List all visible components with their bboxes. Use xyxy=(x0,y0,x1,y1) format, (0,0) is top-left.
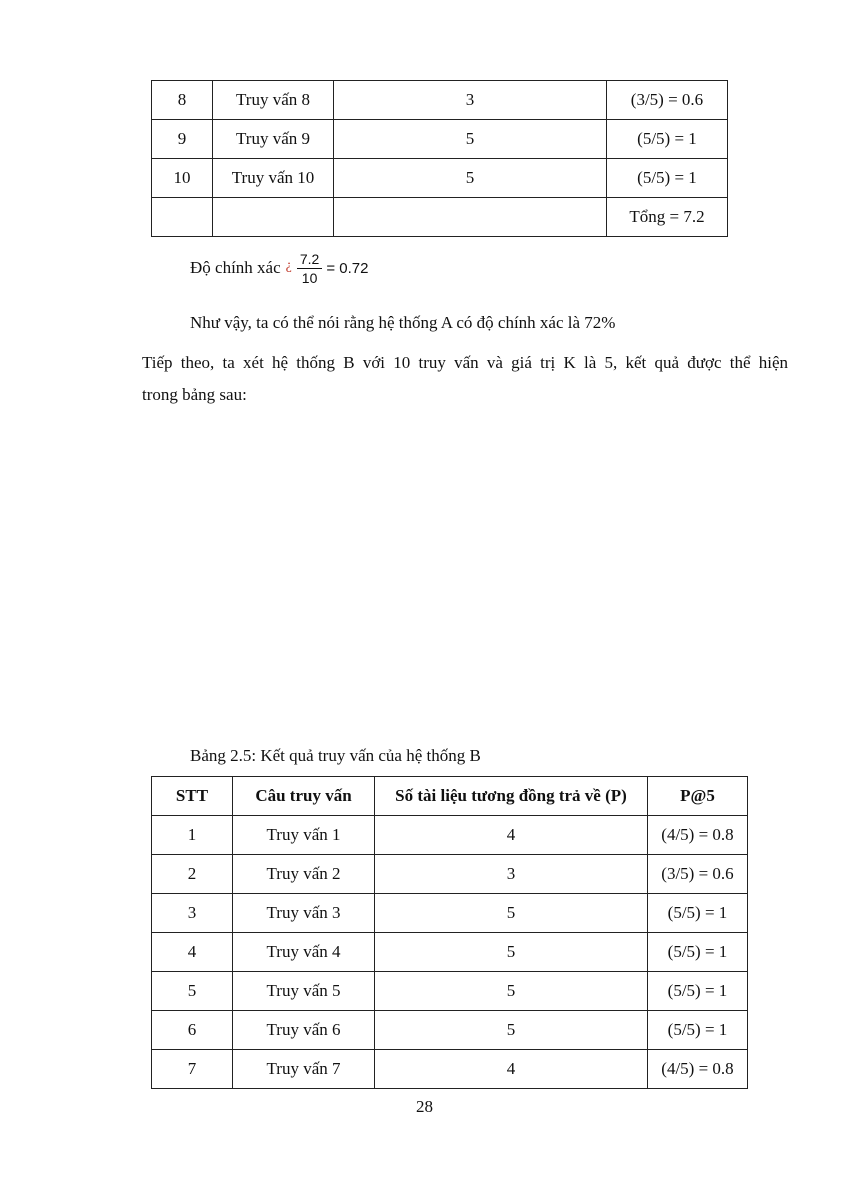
count-cell: 5 xyxy=(375,1011,648,1050)
table-row xyxy=(152,933,748,972)
table-row xyxy=(152,120,728,159)
header-query: Câu truy vấn xyxy=(233,777,375,816)
table-row xyxy=(152,894,748,933)
count-cell: 4 xyxy=(375,816,648,855)
precision-cell: (5/5) = 1 xyxy=(648,1011,748,1050)
stt-cell: 1 xyxy=(152,816,233,855)
query-cell: Truy vấn 4 xyxy=(233,933,375,972)
stt-cell: 10 xyxy=(152,159,213,198)
table-row xyxy=(152,81,728,120)
precision-cell: (3/5) = 0.6 xyxy=(648,855,748,894)
table-row-total xyxy=(152,198,728,237)
header-precision: P@5 xyxy=(648,777,748,816)
count-cell: 3 xyxy=(334,81,607,120)
total-cell: Tổng = 7.2 xyxy=(607,198,728,237)
precision-cell: (3/5) = 0.6 xyxy=(607,81,728,120)
query-cell: Truy vấn 3 xyxy=(233,894,375,933)
stt-cell: 3 xyxy=(152,894,233,933)
precision-cell: (4/5) = 0.8 xyxy=(648,1050,748,1089)
table-row xyxy=(152,159,728,198)
precision-cell: (5/5) = 1 xyxy=(648,894,748,933)
fraction xyxy=(297,251,322,286)
intro-paragraph-line-2: trong bảng sau: xyxy=(142,385,247,404)
table-header-row xyxy=(152,777,748,816)
count-cell: 5 xyxy=(375,972,648,1011)
intro-paragraph-line-1: Tiếp theo, ta xét hệ thống B với 10 truy vấn và giá trị K là 5, kết quả được thể hiện xyxy=(142,353,788,372)
precision-cell: (4/5) = 0.8 xyxy=(648,816,748,855)
precision-cell: (5/5) = 1 xyxy=(648,933,748,972)
count-cell: 5 xyxy=(334,159,607,198)
formula-result: = 0.72 xyxy=(326,259,369,277)
conclusion-paragraph: Như vậy, ta có thể nói rằng hệ thống A có độ chính xác là 72% xyxy=(190,313,616,332)
stt-cell: 4 xyxy=(152,933,233,972)
query-cell: Truy vấn 2 xyxy=(233,855,375,894)
query-cell: Truy vấn 1 xyxy=(233,816,375,855)
query-cell: Truy vấn 9 xyxy=(213,120,334,159)
formula-label: Độ chính xác xyxy=(190,258,281,277)
stt-cell: 6 xyxy=(152,1011,233,1050)
table-row xyxy=(152,816,748,855)
table-row xyxy=(152,855,748,894)
table-caption: Bảng 2.5: Kết quả truy vấn của hệ thống B xyxy=(190,746,481,765)
precision-cell: (5/5) = 1 xyxy=(648,972,748,1011)
query-cell xyxy=(213,198,334,237)
precision-cell: (5/5) = 1 xyxy=(607,120,728,159)
precision-cell: (5/5) = 1 xyxy=(607,159,728,198)
query-cell: Truy vấn 7 xyxy=(233,1050,375,1089)
stt-cell xyxy=(152,198,213,237)
query-cell: Truy vấn 8 xyxy=(213,81,334,120)
fraction-numerator: 7.2 xyxy=(297,251,322,269)
table-row xyxy=(152,1011,748,1050)
results-table-system-a xyxy=(151,80,728,237)
count-cell: 3 xyxy=(375,855,648,894)
results-table-system-b xyxy=(151,776,748,1089)
count-cell: 5 xyxy=(334,120,607,159)
precision-formula xyxy=(190,248,368,288)
table-row xyxy=(152,1050,748,1089)
stt-cell: 2 xyxy=(152,855,233,894)
count-cell xyxy=(334,198,607,237)
fraction-denominator: 10 xyxy=(301,269,318,286)
stt-cell: 9 xyxy=(152,120,213,159)
query-cell: Truy vấn 6 xyxy=(233,1011,375,1050)
stt-cell: 7 xyxy=(152,1050,233,1089)
header-stt: STT xyxy=(152,777,233,816)
query-cell: Truy vấn 5 xyxy=(233,972,375,1011)
formula-error-mark: ¿ xyxy=(285,258,292,273)
header-count: Số tài liệu tương đồng trả về (P) xyxy=(375,777,648,816)
page-number: 28 xyxy=(416,1097,433,1116)
stt-cell: 5 xyxy=(152,972,233,1011)
count-cell: 4 xyxy=(375,1050,648,1089)
count-cell: 5 xyxy=(375,894,648,933)
table-row xyxy=(152,972,748,1011)
stt-cell: 8 xyxy=(152,81,213,120)
count-cell: 5 xyxy=(375,933,648,972)
query-cell: Truy vấn 10 xyxy=(213,159,334,198)
